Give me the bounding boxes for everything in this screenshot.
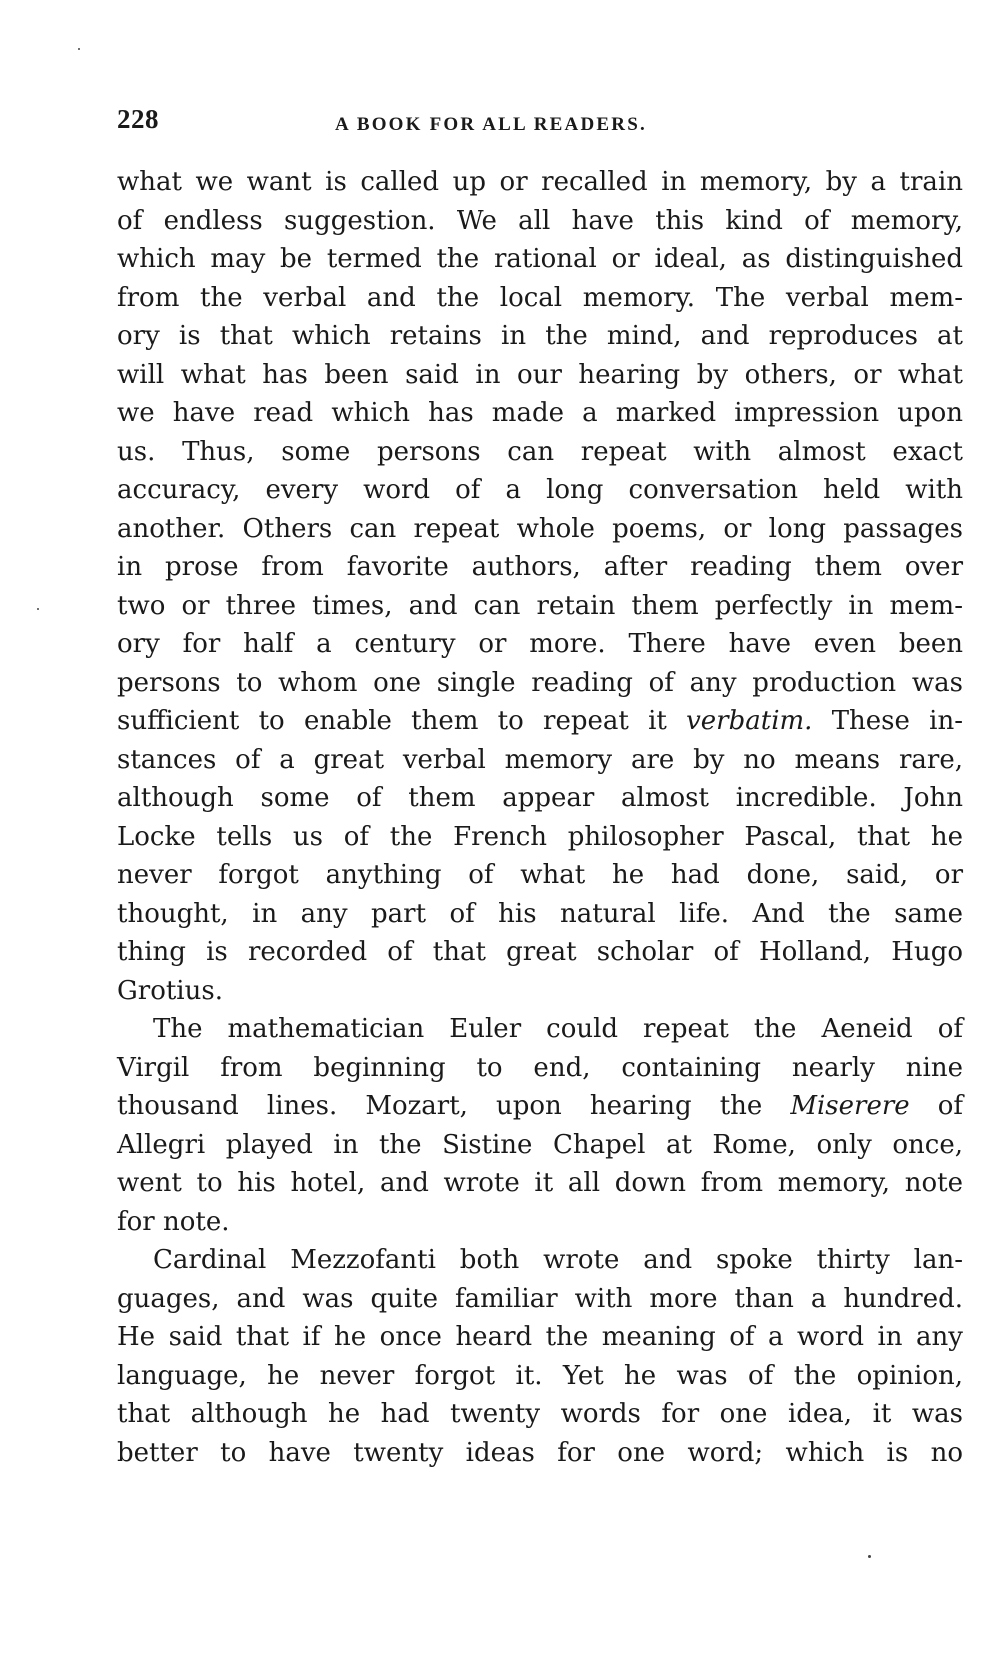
text-line: what we want is called up or recalled in memory, by a train <box>117 167 963 197</box>
body-text <box>117 163 963 1472</box>
text-line: Virgil from beginning to end, containing nearly nine <box>117 1052 963 1083</box>
text-line: sufficient to enable them to repeat it verbatim. These in- <box>117 706 963 736</box>
text-line: two or three times, and can retain them perfectly in mem- <box>117 590 963 621</box>
running-title: A BOOK FOR ALL READERS. <box>335 114 647 135</box>
text-line: accuracy, every word of a long conversation held with <box>117 475 963 505</box>
text-line: that although he had twenty words for one idea, it was <box>117 1399 963 1429</box>
text-line: Locke tells us of the French philosopher Pascal, that he <box>117 821 963 852</box>
italic-word: verbatim. <box>686 706 813 736</box>
text-line: The mathematician Euler could repeat the Aeneid of <box>153 1014 963 1044</box>
text-line: which may be termed the rational or ideal, as distinguished <box>117 244 963 274</box>
text-line: never forgot anything of what he had done, said, or <box>117 860 963 890</box>
text-line: another. Others can repeat whole poems, or long passages <box>117 513 963 544</box>
text-line: for note. <box>117 1206 230 1237</box>
text-line: in prose from favorite authors, after reading them over <box>117 552 963 582</box>
text-line: thing is recorded of that great scholar of Holland, Hugo <box>117 937 963 967</box>
scan-speck <box>868 1555 871 1558</box>
text-line: us. Thus, some persons can repeat with almost exact <box>117 436 963 467</box>
text-line: He said that if he once heard the meaning of a word in any <box>117 1322 963 1352</box>
text-line: we have read which has made a marked impression upon <box>117 398 963 428</box>
scan-speck <box>37 608 39 610</box>
text-line: Cardinal Mezzofanti both wrote and spoke thirty lan- <box>153 1245 963 1275</box>
paragraph-2 <box>117 1010 963 1241</box>
text-line: will what has been said in our hearing by others, or what <box>117 359 963 390</box>
text-line: from the verbal and the local memory. The verbal mem- <box>117 282 963 313</box>
page-number: 228 <box>117 104 159 134</box>
italic-word: Miserere <box>790 1091 910 1121</box>
text-line: persons to whom one single reading of any production was <box>117 667 963 698</box>
paragraph-3 <box>117 1241 963 1472</box>
text-line: went to his hotel, and wrote it all down from memory, note <box>117 1168 963 1198</box>
text-line: stances of a great verbal memory are by no means rare, <box>117 744 963 775</box>
text-line: guages, and was quite familiar with more than a hundred. <box>117 1283 963 1314</box>
text-line: ory is that which retains in the mind, and reproduces at <box>117 321 963 351</box>
text-line: although some of them appear almost incredible. John <box>117 783 963 813</box>
text-line: language, he never forgot it. Yet he was of the opinion, <box>117 1360 963 1391</box>
page-header <box>117 100 963 140</box>
scan-speck <box>78 48 80 50</box>
text-line: of endless suggestion. We all have this kind of memory, <box>117 205 963 236</box>
text-line: better to have twenty ideas for one word; which is no <box>117 1437 963 1468</box>
text-line: Allegri played in the Sistine Chapel at Rome, only once, <box>117 1129 963 1160</box>
text-line: ory for half a century or more. There have even been <box>117 629 963 659</box>
text-line: Grotius. <box>117 975 223 1006</box>
paragraph-1 <box>117 163 963 1010</box>
text-line: thousand lines. Mozart, upon hearing the Miserere of <box>117 1091 963 1121</box>
text-line: thought, in any part of his natural life. And the same <box>117 898 963 929</box>
